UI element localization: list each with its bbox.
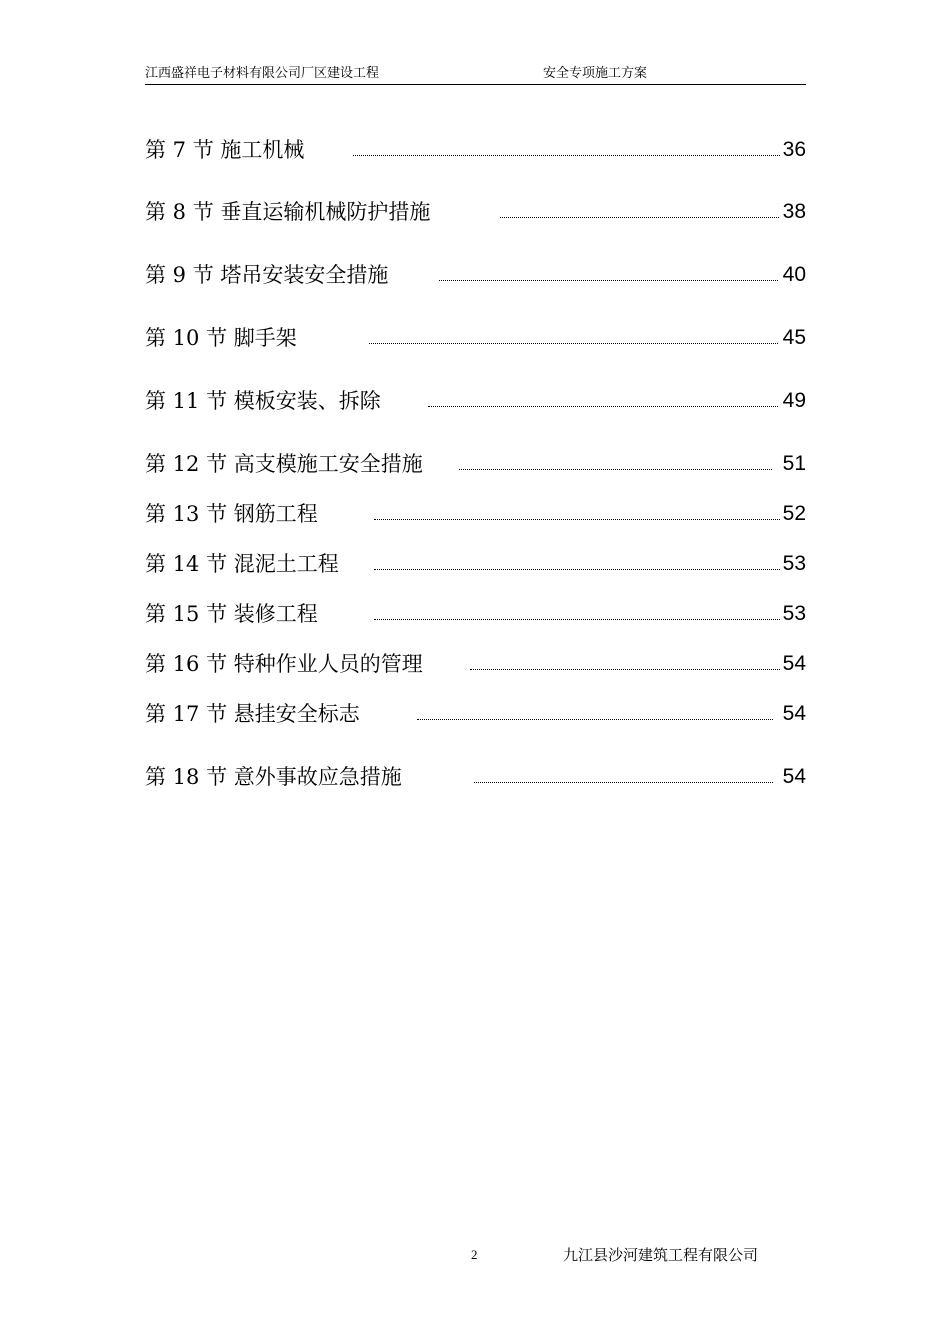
toc-leader-dots <box>470 669 780 670</box>
toc-leader-dots <box>474 782 773 783</box>
header-document-title: 安全专项施工方案 <box>543 66 648 81</box>
toc-entry-title: 第 9 节 塔吊安装安全措施 <box>145 263 389 287</box>
toc-entry-page: 54 <box>782 765 806 788</box>
page-header <box>145 66 806 85</box>
toc-leader-dots <box>369 343 778 344</box>
toc-leader-dots <box>459 469 772 470</box>
footer-company-name: 九江县沙河建筑工程有限公司 <box>563 1246 759 1264</box>
toc-entry-page: 45 <box>782 326 806 349</box>
toc-entry-title: 第 15 节 装修工程 <box>145 602 318 626</box>
toc-leader-dots <box>374 519 780 520</box>
toc-entry-title: 第 11 节 模板安装、拆除 <box>145 389 381 413</box>
toc-entry-page: 49 <box>782 389 806 412</box>
toc-entry-title: 第 8 节 垂直运输机械防护措施 <box>145 200 431 224</box>
toc-entry-page: 36 <box>782 138 806 161</box>
toc-entry-title: 第 14 节 混泥土工程 <box>145 552 339 576</box>
toc-entry-title: 第 13 节 钢筋工程 <box>145 502 318 526</box>
toc-leader-dots <box>428 406 778 407</box>
toc-entry-page: 51 <box>782 452 806 475</box>
toc-entry <box>145 386 806 416</box>
toc-entry <box>145 323 806 353</box>
toc-leader-dots <box>353 155 780 156</box>
toc-entry-page: 38 <box>782 200 806 223</box>
toc-entry <box>145 135 806 165</box>
toc-entry-page: 52 <box>782 502 806 525</box>
toc-entry <box>145 762 806 792</box>
toc-entry-title: 第 17 节 悬挂安全标志 <box>145 702 360 726</box>
toc-entry-page: 54 <box>782 702 806 725</box>
toc-entry <box>145 599 806 629</box>
toc-entry-page: 53 <box>782 552 806 575</box>
toc-leader-dots <box>374 569 780 570</box>
toc-entry <box>145 260 806 290</box>
toc-entry-title: 第 18 节 意外事故应急措施 <box>145 765 402 789</box>
toc-entry <box>145 699 806 729</box>
toc-entry-title: 第 12 节 高支模施工安全措施 <box>145 452 423 476</box>
toc-entry <box>145 499 806 529</box>
page-number: 2 <box>471 1247 478 1262</box>
toc-leader-dots <box>500 217 779 218</box>
toc-entry-page: 40 <box>782 263 806 286</box>
toc-entry <box>145 549 806 579</box>
toc-entry-page: 54 <box>782 652 806 675</box>
toc-leader-dots <box>417 719 773 720</box>
toc-entry <box>145 649 806 679</box>
toc-entry-title: 第 16 节 特种作业人员的管理 <box>145 652 423 676</box>
toc-leader-dots <box>374 619 780 620</box>
toc-leader-dots <box>439 280 778 281</box>
toc-entry <box>145 197 806 227</box>
toc-entry-page: 53 <box>782 602 806 625</box>
toc-entry <box>145 449 806 479</box>
toc-entry-title: 第 7 节 施工机械 <box>145 138 305 162</box>
header-project-name: 江西盛祥电子材料有限公司厂区建设工程 <box>145 66 380 81</box>
toc-entry-title: 第 10 节 脚手架 <box>145 326 297 350</box>
